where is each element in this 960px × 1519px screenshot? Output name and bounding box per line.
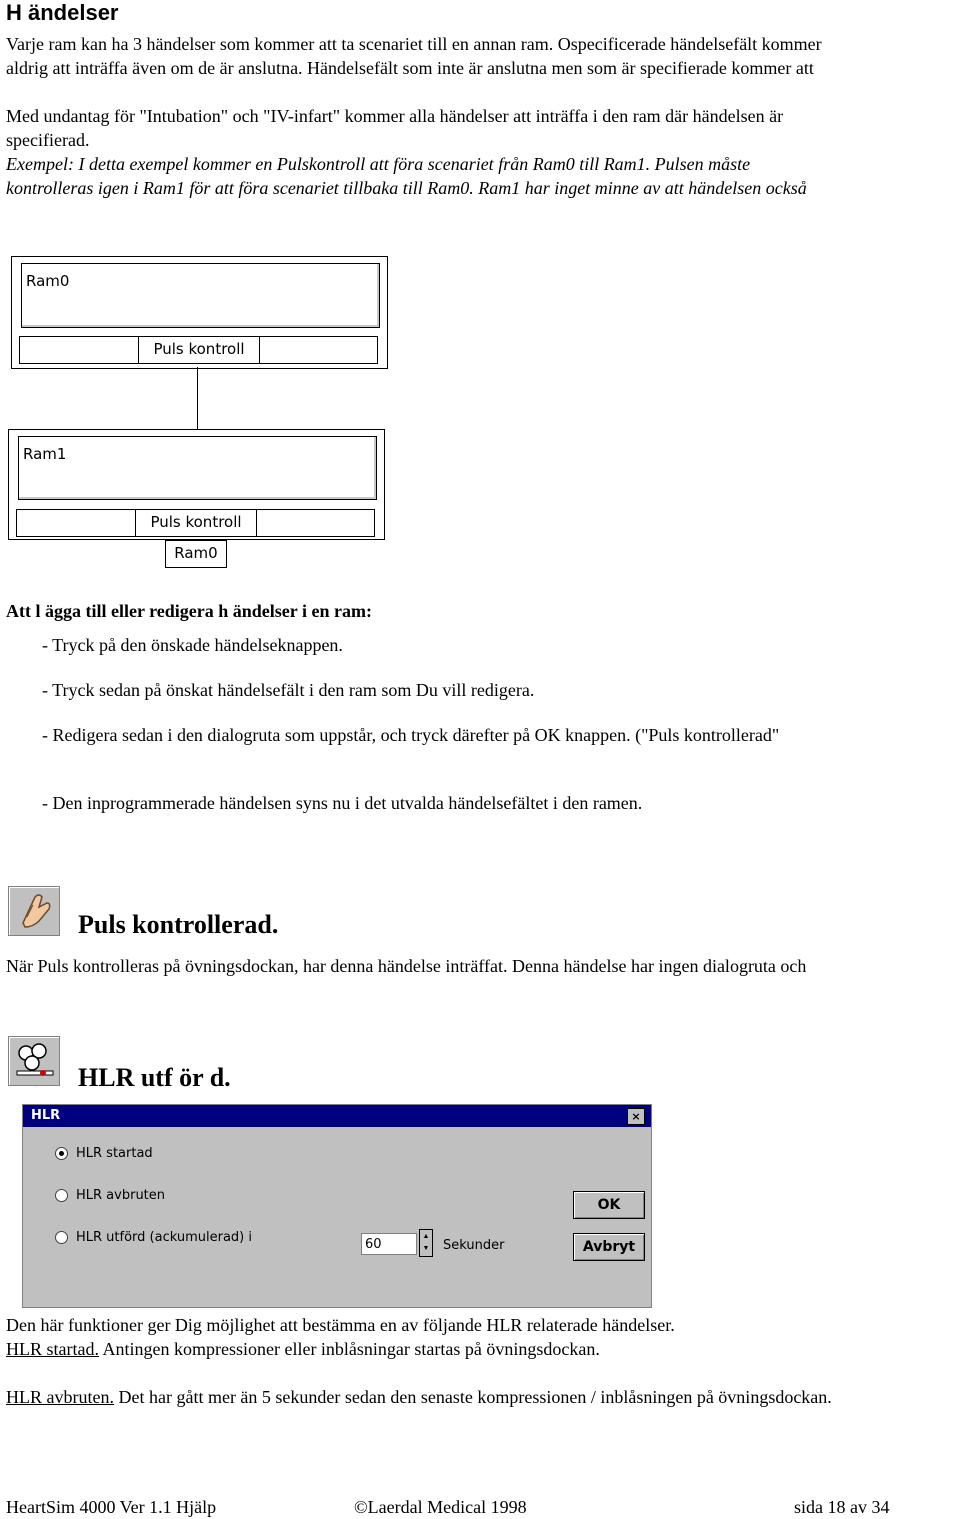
- instruction-step-4: - Den inprogrammerade händelsen syns nu i det utvalda händelsefältet i den ramen.: [42, 793, 643, 813]
- ram1-target-field[interactable]: Ram0: [165, 540, 227, 568]
- radio-label: HLR startad: [76, 1146, 153, 1161]
- close-icon[interactable]: ×: [627, 1108, 645, 1125]
- hlr-avbruten-text: Det har gått mer än 5 sekunder sedan den senaste kompressionen / inblåsningen på övningsdockan.: [113, 1387, 832, 1407]
- hlr-avbruten-line: [6, 1386, 832, 1408]
- intro-line-3: Med undantag för "Intubation" och "IV-infart" kommer alla händelser att inträffa i den ram där händelsen är: [6, 106, 784, 126]
- hlr-startad-line: [6, 1338, 600, 1360]
- seconds-input[interactable]: 60: [361, 1233, 417, 1255]
- cancel-button[interactable]: Avbryt: [573, 1233, 645, 1261]
- page-title: H ändelser: [6, 0, 119, 25]
- ok-button[interactable]: OK: [573, 1191, 645, 1219]
- example-line-1: Exempel: I detta exempel kommer en Pulskontroll att föra scenariet från Ram0 till Ram1. Pulsen måste: [6, 154, 751, 174]
- puls-text: När Puls kontrolleras på övningsdockan, har denna händelse inträffat. Denna händelse har ingen dialogruta och: [6, 956, 807, 976]
- radio-button[interactable]: [55, 1189, 68, 1202]
- radio-hlr-utford[interactable]: [55, 1230, 252, 1245]
- intro-line-1: Varje ram kan ha 3 händelser som kommer att ta scenariet till en annan ram. Ospecificerade händelsefält kommer: [6, 34, 822, 54]
- hlr-title: HLR utf ör d.: [78, 1063, 231, 1092]
- instruction-step-1: - Tryck på den önskade händelseknappen.: [42, 635, 343, 655]
- hlr-dialog-titlebar: [23, 1105, 651, 1127]
- seconds-spinner[interactable]: ▲ ▼: [419, 1229, 433, 1257]
- ram1-event-field[interactable]: Puls kontroll: [135, 509, 257, 537]
- ram0-label: Ram0: [26, 272, 70, 290]
- radio-button-checked[interactable]: [55, 1147, 68, 1160]
- intro-line-4: specifierad.: [6, 130, 90, 150]
- seconds-label: Sekunder: [443, 1238, 505, 1253]
- radio-label: HLR avbruten: [76, 1188, 166, 1203]
- footer-center: ©Laerdal Medical 1998: [354, 1497, 527, 1517]
- puls-title: Puls kontrollerad.: [78, 910, 279, 939]
- radio-button[interactable]: [55, 1231, 68, 1244]
- hlr-avbruten-link[interactable]: HLR avbruten.: [6, 1387, 114, 1407]
- hlr-startad-link[interactable]: HLR startad.: [6, 1339, 99, 1359]
- hlr-desc: Den här funktioner ger Dig möjlighet att bestämma en av följande HLR relaterade händelser.: [6, 1315, 675, 1335]
- ram0-frame: [11, 256, 388, 369]
- instructions-title: Att l ägga till eller redigera h ändelser i en ram:: [6, 601, 372, 621]
- instruction-step-3: - Redigera sedan i den dialogruta som uppstår, och tryck därefter på OK knappen. ("Puls kontrollerad": [42, 725, 780, 745]
- footer-left: HeartSim 4000 Ver 1.1 Hjälp: [6, 1497, 217, 1517]
- instruction-step-2: - Tryck sedan på önskat händelsefält i den ram som Du vill redigera.: [42, 680, 535, 700]
- hlr-startad-text: Antingen kompressioner eller inblåsningar startas på övningsdockan.: [98, 1339, 600, 1359]
- footer-right: sida 18 av 34: [794, 1497, 890, 1517]
- ram0-event-field[interactable]: Puls kontroll: [138, 336, 260, 364]
- hlr-dialog: [22, 1104, 652, 1308]
- cpr-icon[interactable]: [8, 1036, 60, 1086]
- hand-pulse-icon[interactable]: [8, 886, 60, 936]
- ram1-label: Ram1: [23, 445, 67, 463]
- ram1-frame: [8, 429, 385, 540]
- connector-line: [197, 367, 198, 429]
- ram0-box: [21, 263, 380, 328]
- radio-label: HLR utförd (ackumulerad) i: [76, 1230, 252, 1245]
- ram1-box: [18, 436, 377, 500]
- example-line-2: kontrolleras igen i Ram1 för att föra scenariet tillbaka till Ram0. Ram1 har inget minne av att händelsen också: [6, 178, 807, 198]
- radio-hlr-avbruten[interactable]: [55, 1188, 165, 1203]
- intro-line-2: aldrig att inträffa även om de är anslutna. Händelsefält som inte är anslutna men som är specifierade kommer att: [6, 58, 814, 78]
- hlr-dialog-title: HLR: [31, 1108, 61, 1123]
- radio-hlr-startad[interactable]: [55, 1146, 153, 1161]
